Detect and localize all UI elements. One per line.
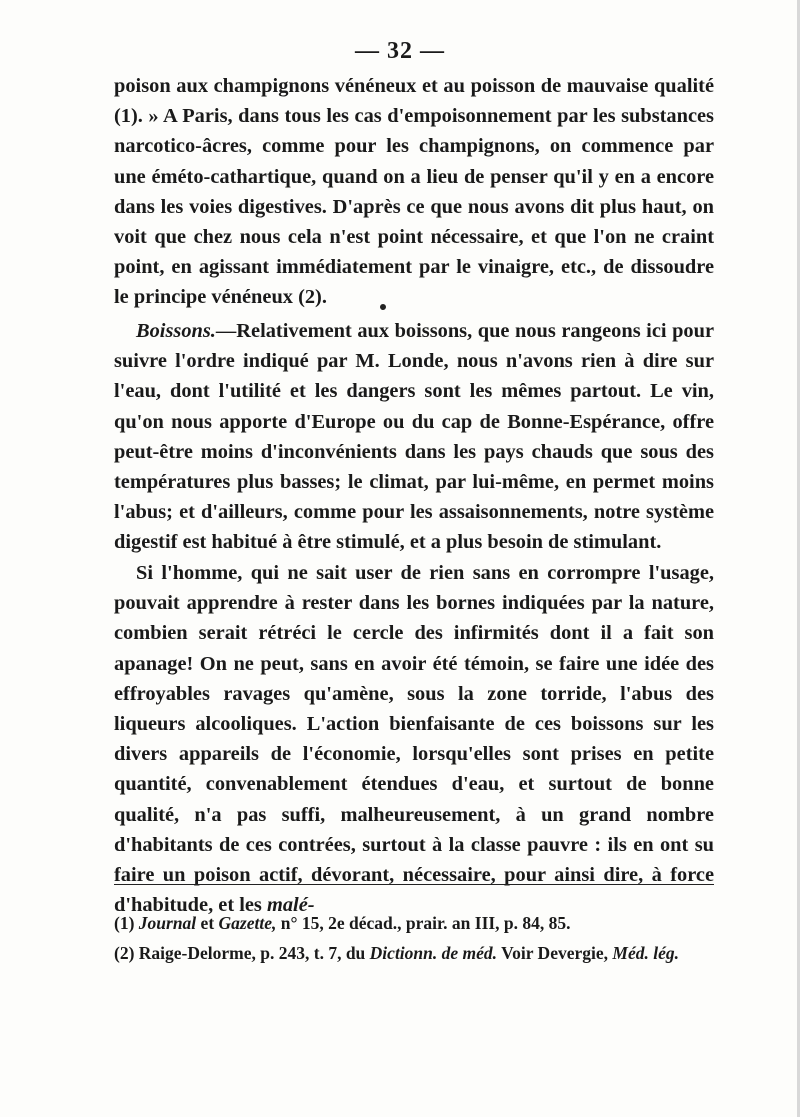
page-number: — 32 — (355, 38, 445, 64)
footnote-1-gazette: Gazette, (218, 913, 277, 933)
paragraph-homme-text: Si l'homme, qui ne sait user de rien sans en corrompre l'usage, pouvait apprendre à rester dans les bornes indiquées par la nature, combien serait rétréci le cercle des infirmités dont il a fait son apanage! On ne peut, sans en avoir été témoin, se faire une idée des effroyables ravages qu'amène, sous la zone torride, l'abus des liqueurs alcooliques. L'action bienfaisante de ces boissons sur les divers appareils de l'économie, lorsqu'elles sont prises en petite quantité, convenablement étendues d'eau, et surtout de bonne qualité, n'a pas suffi, malheureusement, à un grand nombre d'habitants de ces contrées, surtout à la classe pauvre : ils en ont su faire un poison actif, dévorant, nécessaire, pour ainsi dire, à force d'habitude, et les (114, 562, 714, 917)
paragraph-boissons (114, 316, 714, 558)
footnote-divider (114, 884, 714, 885)
footnote-2 (114, 938, 724, 968)
section-title-boissons: Boissons. (136, 320, 216, 342)
footnotes (114, 908, 724, 968)
paragraph-homme (114, 558, 714, 920)
footnote-1-mark: (1) (114, 913, 135, 933)
footnote-1 (114, 908, 724, 938)
footnote-1-et: et (196, 913, 219, 933)
paragraph-poison-text: poison aux champignons vénéneux et au poisson de mauvaise qualité (1). » A Paris, dans tous les cas d'empoisonnement par les substances narcotico-âcres, comme pour les champignons, on commence par une éméto-cathartique, quand on a lieu de penser qu'il y en a encore dans les voies digestives. D'après ce que nous avons dit plus haut, on voit que chez nous cela n'est point nécessaire, et que l'on ne craint point, en agissant immédiatement par le vinaigre, etc., de dissoudre le principe vénéneux (2). (114, 75, 714, 309)
paragraph-homme-tail: malé- (266, 894, 315, 917)
footnote-2-dictionn: Dictionn. de méd. (369, 943, 498, 963)
paragraph-boissons-text: —Relativement aux boissons, que nous rangeons ici pour suivre l'ordre indiqué par M. Londe, nous n'avons rien à dire sur l'eau, dont l'utilité et les dangers sont les mêmes partout. Le vin, qu'on nous apporte d'Europe ou du cap de Bonne-Espérance, offre peut-être moins d'inconvénients dans les pays chauds que sous des températures plus basses; le climat, par lui-même, en permet moins l'abus; et d'ailleurs, comme pour les assaisonnements, notre système digestif est habitué à être stimulé, et a plus besoin de stimulant. (114, 320, 714, 554)
ink-dot (380, 304, 386, 310)
footnote-1-rest: n° 15, 2e décad., prair. an III, p. 84, 85. (276, 913, 571, 933)
footnote-2-mark: (2) (114, 943, 135, 963)
footnote-2-text: Raige-Delorme, p. 243, t. 7, du (134, 943, 370, 963)
paragraph-poison (114, 71, 714, 313)
footnote-2-mid: Voir Devergie, (497, 943, 613, 963)
footnote-1-journal: Journal (138, 913, 197, 933)
footnote-2-med: Méd. lég. (612, 943, 679, 963)
